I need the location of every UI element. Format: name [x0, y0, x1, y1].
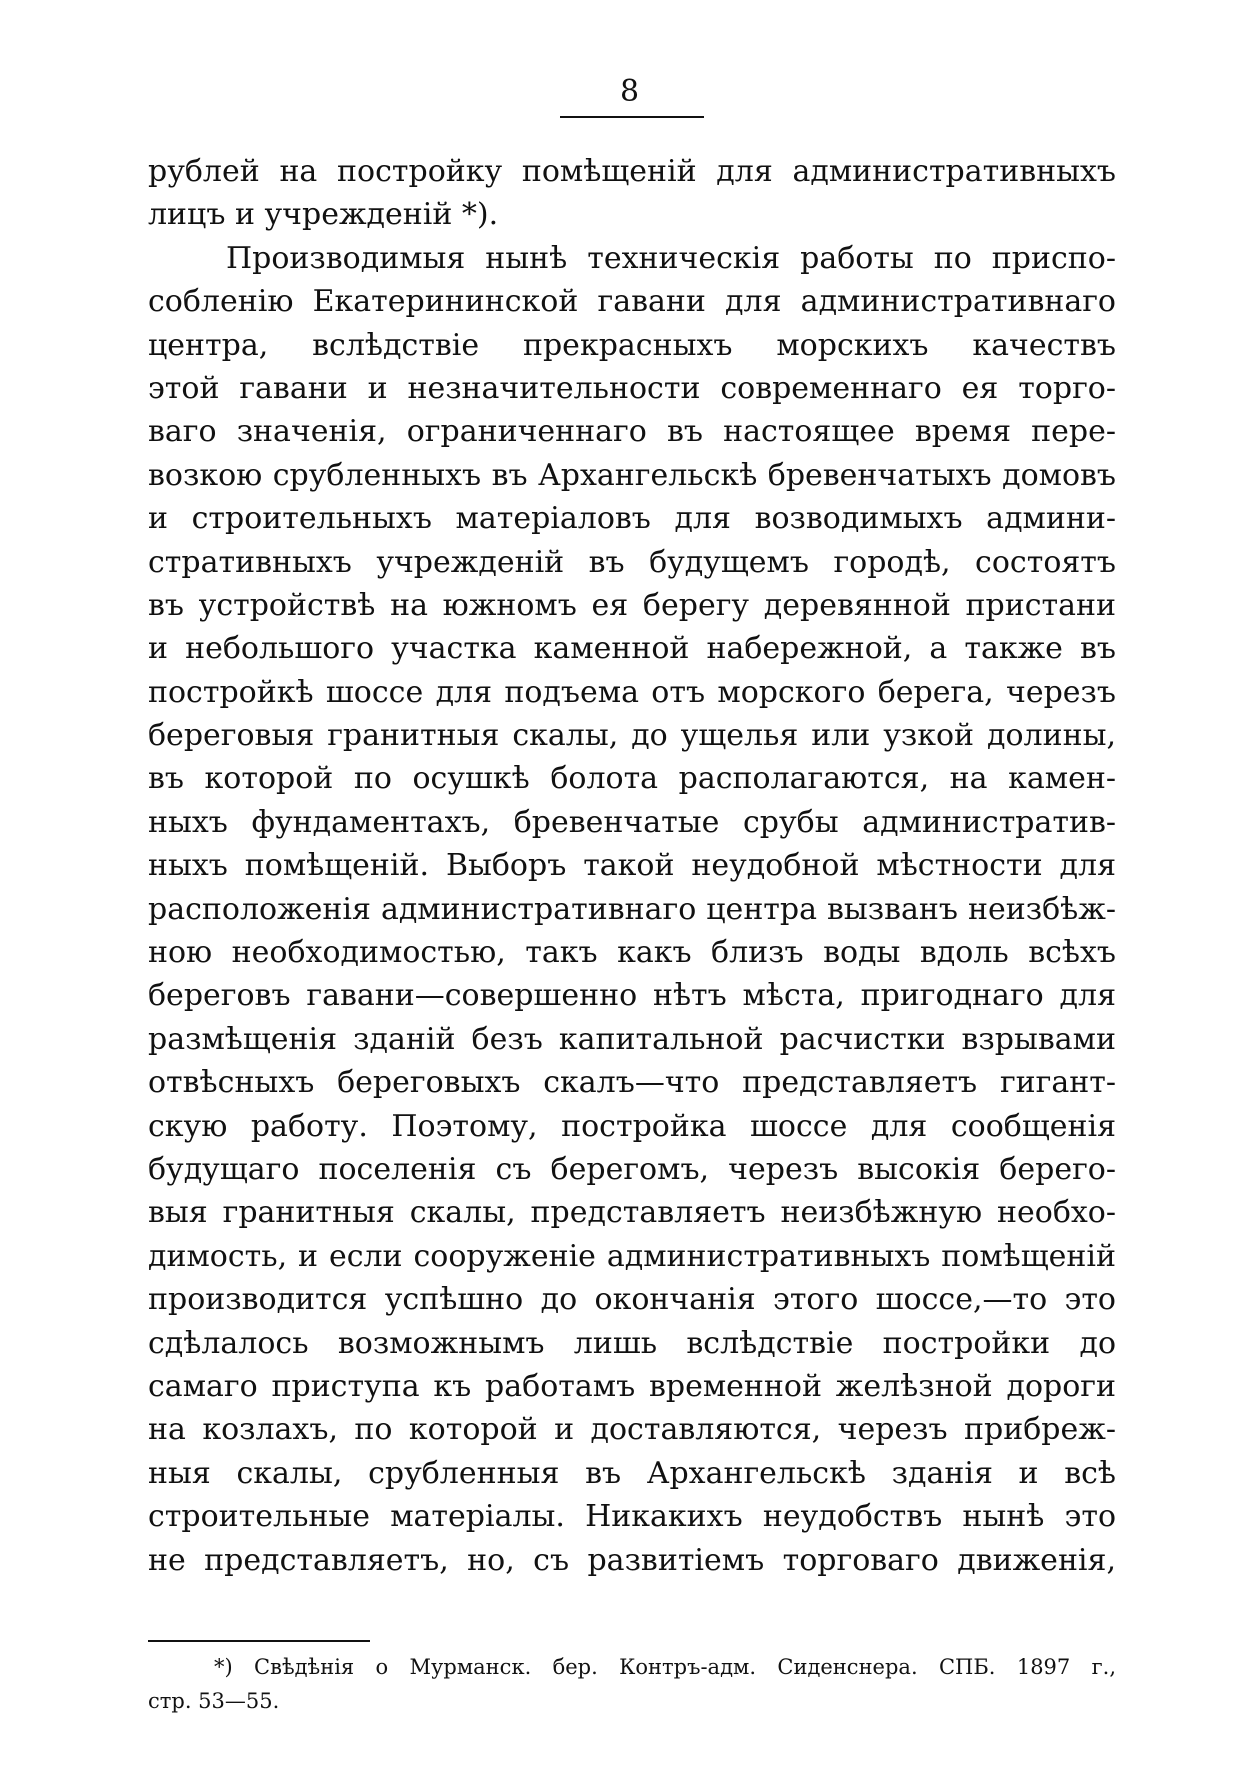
text-line: расположенiя административнаго центра вызванъ неизбѣж-: [148, 891, 1116, 927]
text-line: возкою срубленныхъ въ Архангельскѣ бревенчатыхъ домовъ: [148, 457, 1116, 493]
text-line: этой гавани и незначительности современнаго ея торго-: [148, 370, 1116, 406]
text-line: ныя скалы, срубленныя въ Архангельскѣ зданiя и всѣ: [148, 1455, 1116, 1491]
text-line: ныхъ фундаментахъ, бревенчатые срубы административ-: [148, 804, 1116, 840]
text-line: не представляетъ, но, съ развитiемъ торговаго движенiя,: [148, 1542, 1116, 1578]
text-line: береговыя гранитныя скалы, до ущелья или узкой долины,: [148, 718, 1116, 754]
text-line: и небольшого участка каменной набережной, а также въ: [148, 631, 1116, 667]
footnote-line: *) Свѣдѣнiя о Мурманск. бер. Контръ-адм. Сиденснера. СПБ. 1897 г.,: [214, 1655, 1116, 1679]
text-line: строительные матерiалы. Никакихъ неудобствъ нынѣ это: [148, 1499, 1116, 1535]
text-line: ныхъ помѣщенiй. Выборъ такой неудобной мѣстности для: [148, 848, 1116, 884]
footnote-line: стр. 53—55.: [148, 1689, 280, 1713]
text-line: димость, и если сооруженiе административныхъ помѣщенiй: [148, 1238, 1116, 1274]
text-line: на козлахъ, по которой и доставляются, черезъ прибреж-: [148, 1412, 1116, 1448]
text-line: сдѣлалось возможнымъ лишь вслѣдствiе постройки до: [148, 1325, 1116, 1361]
text-line: въ которой по осушкѣ болота располагаются, на камен-: [148, 761, 1116, 797]
text-line: и строительныхъ матерiаловъ для возводимыхъ админи-: [148, 501, 1116, 537]
text-line: Производимыя нынѣ техническiя работы по приспо-: [226, 240, 1116, 276]
text-line: будущаго поселенiя съ берегомъ, черезъ высокiя берего-: [148, 1151, 1116, 1187]
text-line: размѣщенiя зданiй безъ капитальной расчистки взрывами: [148, 1021, 1116, 1057]
text-line: самаго приступа къ работамъ временной желѣзной дороги: [148, 1368, 1116, 1404]
text-line: собленiю Екатерининской гавани для административнаго: [148, 284, 1116, 320]
text-line: выя гранитныя скалы, представляетъ неизбѣжную необхо-: [148, 1195, 1116, 1231]
text-line: въ устройствѣ на южномъ ея берегу деревянной пристани: [148, 587, 1116, 623]
text-line: рублей на постройку помѣщенiй для административныхъ: [148, 154, 1116, 189]
text-line: скую работу. Поэтому, постройка шоссе для сообщенiя: [148, 1108, 1116, 1144]
body-text: [148, 150, 1116, 1582]
text-line: центра, вслѣдствiе прекрасныхъ морскихъ качествъ: [148, 327, 1116, 363]
text-line: ною необходимостью, такъ какъ близъ воды вдоль всѣхъ: [148, 935, 1116, 971]
text-line: постройкѣ шоссе для подъема отъ морского берега, черезъ: [148, 674, 1116, 710]
text-line: береговъ гавани—совершенно нѣтъ мѣста, пригоднаго для: [148, 978, 1116, 1014]
text-line: ваго значенiя, ограниченнаго въ настоящее время пере-: [148, 414, 1116, 450]
text-line: лицъ и учрежденiй *).: [148, 197, 499, 233]
text-line: производится успѣшно до окончанiя этого шоссе,—то это: [148, 1282, 1116, 1318]
page-number: 8: [619, 74, 640, 109]
footnote: [148, 1650, 1116, 1718]
page-number-rule: [560, 116, 704, 118]
text-line: отвѣсныхъ береговыхъ скалъ—что представляетъ гигант-: [148, 1065, 1116, 1101]
footnote-rule: [148, 1640, 370, 1642]
text-line: стративныхъ учрежденiй въ будущемъ городѣ, состоятъ: [148, 544, 1116, 580]
